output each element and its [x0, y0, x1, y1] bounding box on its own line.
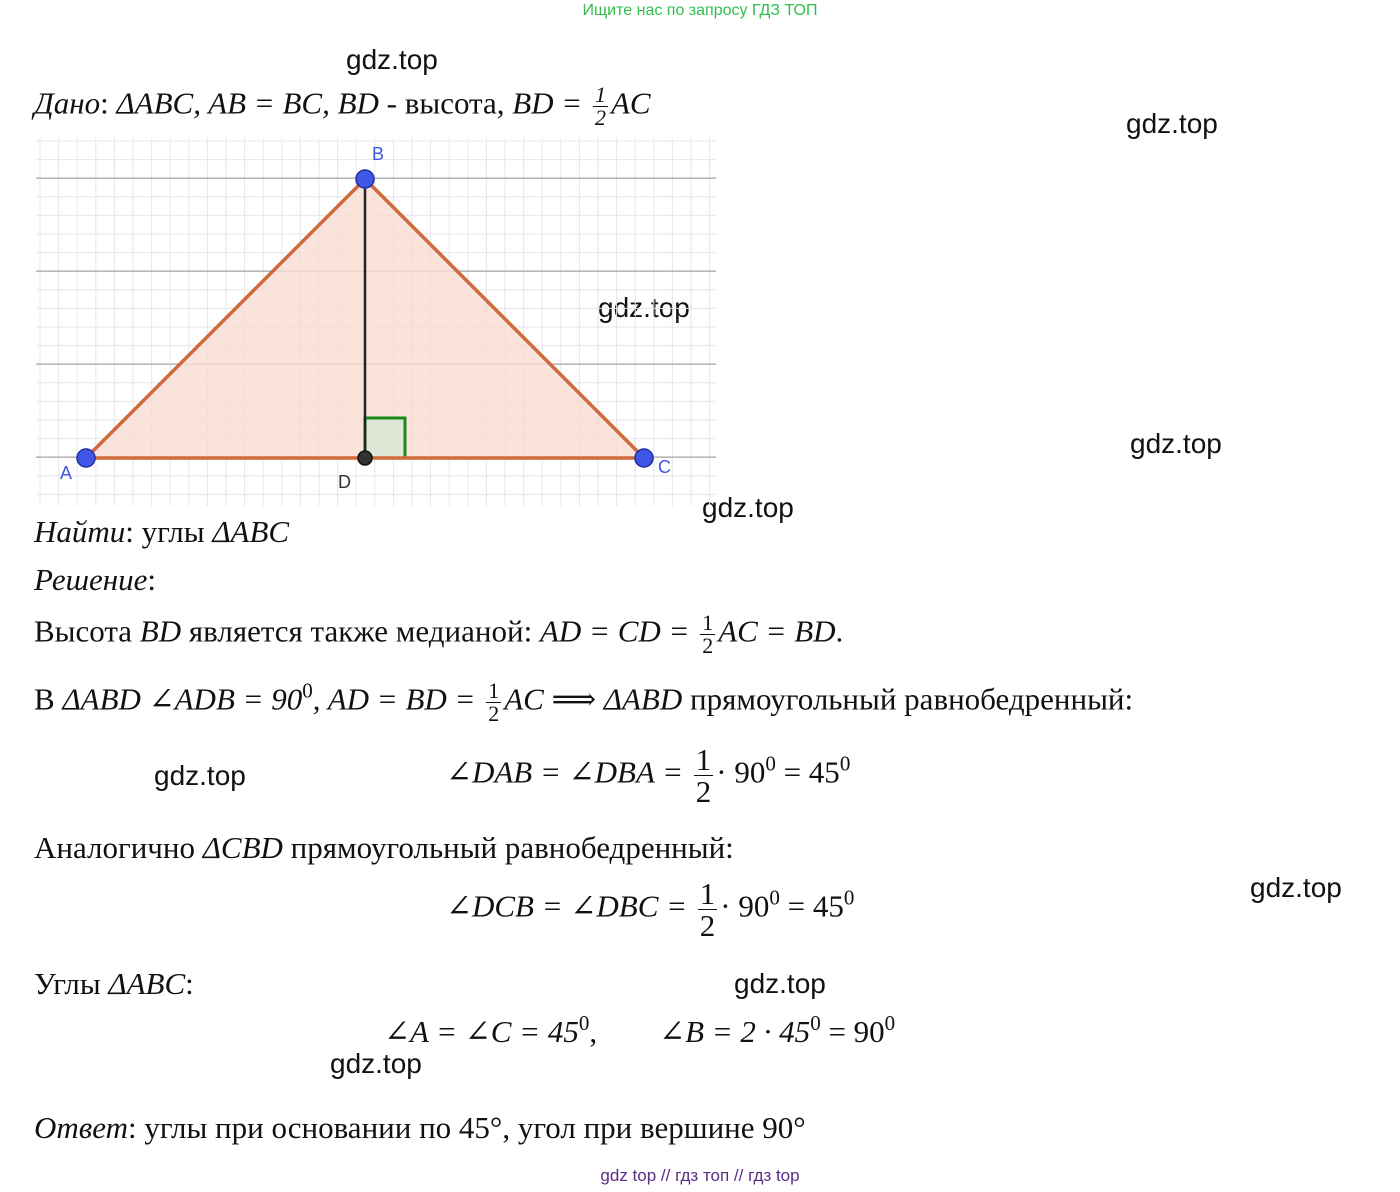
equation-angles-result: ∠A = ∠C = $45^0$, ∠B = $2 \cdot 45^0 = 90^0$ — [384, 1011, 896, 1049]
solution-heading: Решение: — [34, 562, 156, 597]
label-a: A — [60, 463, 73, 483]
equation-angle-dab: ∠DAB = ∠DBA = $\frac{1}{2}$ · $90^0 = 45^0$ — [446, 742, 851, 809]
label-d: D — [338, 472, 351, 492]
given-text: - высота, — [378, 85, 513, 121]
given-line: Дано: ΔABC, AB = BC, BD - высота, BD = $\frac{1}{2}$ AC — [34, 82, 651, 130]
watermark: gdz.top — [330, 1048, 422, 1079]
footer: gdz top // гдз топ // гдз top — [600, 1166, 800, 1185]
watermark: gdz.top — [598, 292, 690, 323]
fraction-one-half: $\frac{1}{2}$ — [702, 610, 714, 658]
given-label: Дано — [34, 85, 101, 121]
point-a — [77, 449, 95, 467]
watermark: gdz.top — [702, 492, 794, 523]
answer-label: Ответ — [34, 1110, 128, 1145]
solution-line-4: Углы ΔABC: — [34, 966, 194, 1001]
find-line: Найти: углы ΔABC — [34, 514, 290, 549]
fraction-one-half: $\frac{1}{2}$ — [488, 678, 500, 726]
watermark: gdz.top — [154, 760, 246, 791]
top-banner: Ищите нас по запросу ГДЗ ТОП — [582, 2, 818, 19]
fraction-one-half: $\frac{1}{2}$ — [594, 82, 606, 130]
watermark: gdz.top — [346, 44, 438, 75]
fraction-one-half: $\frac{1}{2}$ — [695, 742, 712, 809]
solution-line-1: Высота BD является также медианой: AD = CD = $\frac{1}{2}$ AC = BD. — [34, 610, 844, 658]
label-b: B — [372, 144, 385, 164]
point-c — [635, 449, 653, 467]
triangle-figure — [36, 138, 716, 506]
point-b — [356, 170, 374, 188]
solution-line-2: В ΔABD ∠ADB = $90^0$, AD = BD = $\frac{1}{2}$ AC ⟹ ΔABD прямоугольный равнобедренный: — [34, 678, 1134, 726]
watermark: gdz.top — [1130, 428, 1222, 459]
watermark: gdz.top — [1126, 108, 1218, 139]
label-c: C — [658, 457, 671, 477]
solution-line-3: Аналогично ΔCBD прямоугольный равнобедренный: — [34, 830, 734, 865]
point-d — [358, 451, 372, 465]
right-angle-marker — [365, 418, 405, 458]
find-label: Найти — [34, 514, 126, 549]
fraction-one-half: $\frac{1}{2}$ — [699, 876, 716, 943]
given-expression: ΔABC, AB = BC, BD — [116, 85, 379, 121]
watermark: gdz.top — [1250, 872, 1342, 903]
watermark: gdz.top — [734, 968, 826, 999]
equation-angle-dcb: ∠DCB = ∠DBC = $\frac{1}{2}$ · $90^0 = 45^0$ — [446, 876, 855, 943]
answer-line: Ответ: углы при основании по 45°, угол при вершине 90° — [34, 1110, 806, 1145]
